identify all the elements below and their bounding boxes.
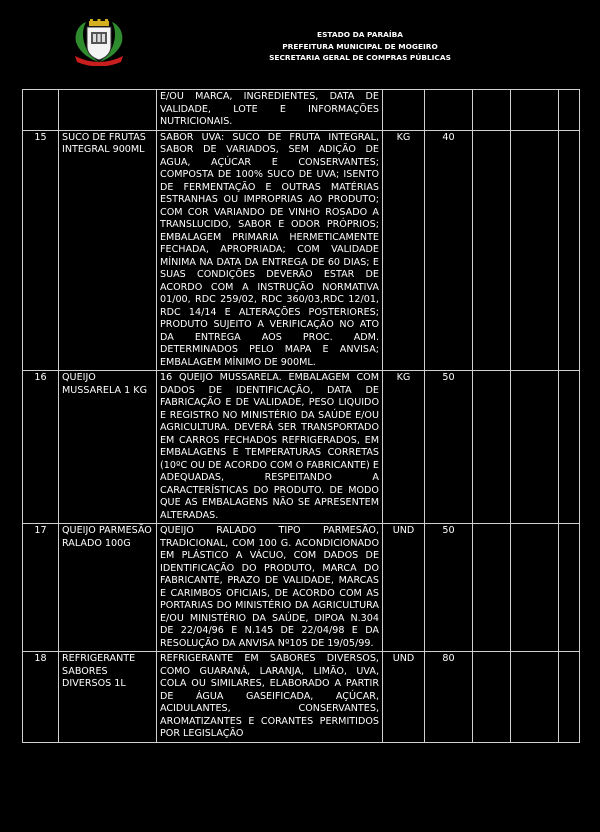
item-number: 18 (23, 652, 59, 743)
empty-cell (511, 130, 559, 371)
item-unit (383, 90, 425, 131)
item-unit: UND (383, 524, 425, 652)
empty-cell (511, 371, 559, 524)
items-table (22, 89, 580, 743)
item-quantity: 40 (425, 130, 473, 371)
table-row (23, 90, 580, 131)
table-row (23, 130, 580, 371)
empty-cell (559, 652, 580, 743)
item-name: QUEIJO MUSSARELA 1 KG (59, 371, 157, 524)
item-quantity: 80 (425, 652, 473, 743)
table-row (23, 371, 580, 524)
item-quantity (425, 90, 473, 131)
item-name: QUEIJO PARMESÃO RALADO 100G (59, 524, 157, 652)
item-name (59, 90, 157, 131)
prefecture-line: PREFEITURA MUNICIPAL DE MOGEIRO (282, 41, 438, 51)
item-description: 16 QUEIJO MUSSARELA. EMBALAGEM COM DADOS DE IDENTIFICAÇÃO, DATA DE FABRICAÇÃO E DE VALIDADE, PESO LIQUIDO E REGISTRO NO MINISTÉRIO DA SAÚDE E/OU AGRICULTURA. DEVERÁ SER TRANSPORTADO EM CARROS FECHADOS REFRIGERADOS, EM EMBALAGENS E TEMPERATURAS CORRETAS (10ºC OU DE ACORDO COM O FABRICANTE) E ADEQUADAS, RESPEITANDO A CARACTERÍSTICAS DO PRODUTO. DE MODO QUE AS EMBALAGENS NÃO SE APRESENTEM ALTERADAS. (157, 371, 383, 524)
empty-cell (559, 130, 580, 371)
municipal-coat-of-arms-icon (72, 18, 126, 66)
item-name: SUCO DE FRUTAS INTEGRAL 900ML (59, 130, 157, 371)
item-description: E/OU MARCA, INGREDIENTES, DATA DE VALIDADE, LOTE E INFORMAÇÕES NUTRICIONAIS. (157, 90, 383, 131)
document-header (0, 0, 600, 80)
empty-cell (473, 90, 511, 131)
item-description: QUEIJO RALADO TIPO PARMESÃO, TRADICIONAL, COM 100 G. ACONDICIONADO EM PLÁSTICO A VÁCUO, COM DADOS DE IDENTIFICAÇÃO DO PRODUTO, MARCA DO FABRICANTE, PRAZO DE VALIDADE, MARCAS E CARIMBOS OFICIAIS, DE ACORDO COM AS PORTARIAS DO MINISTÉRIO DA AGRICULTURA E/OU MINISTÉRIO DA SAÚDE, DIPOA N.304 DE 22/04/96 E N.145 DE 22/04/98 E DA RESOLUÇÃO DA ANVISA Nº105 DE 19/05/99. (157, 524, 383, 652)
secretariat-line: SECRETARIA GERAL DE COMPRAS PÚBLICAS (269, 53, 451, 62)
empty-cell (559, 90, 580, 131)
item-number (23, 90, 59, 131)
empty-cell (473, 130, 511, 371)
empty-cell (473, 652, 511, 743)
institution-heading (200, 29, 520, 64)
empty-cell (473, 524, 511, 652)
table-row (23, 652, 580, 743)
item-number: 15 (23, 130, 59, 371)
table-row (23, 524, 580, 652)
item-quantity: 50 (425, 524, 473, 652)
item-number: 16 (23, 371, 59, 524)
item-description: REFRIGERANTE EM SABORES DIVERSOS, COMO GUARANÁ, LARANJA, LIMÃO, UVA, COLA OU SIMILARES, ELABORADO A PARTIR DE ÁGUA GASEIFICADA, AÇÚCAR, ACIDULANTES, CONSERVANTES, AROMATIZANTES E CORANTES PERMITIDOS POR LEGISLAÇÃO (157, 652, 383, 743)
item-unit: UND (383, 652, 425, 743)
empty-cell (511, 524, 559, 652)
empty-cell (559, 371, 580, 524)
item-name: REFRIGERANTE SABORES DIVERSOS 1L (59, 652, 157, 743)
item-unit: KG (383, 371, 425, 524)
item-number: 17 (23, 524, 59, 652)
empty-cell (511, 652, 559, 743)
item-description: SABOR UVA: SUCO DE FRUTA INTEGRAL, SABOR DE VARIADOS, SEM ADIÇÃO DE AGUA, AÇÚCAR E CONSERVANTES; COMPOSTA DE 100% SUCO DE UVA; ISENTO DE FERMENTAÇÃO E OUTRAS MATÉRIAS ESTRANHAS OU IMPROPRIAS AO PRODUTO; COM COR VARIANDO DE VINHO ROSADO A TRANSLUCIDO, SABOR E ODOR PRÓPRIOS; EMBALAGEM PRIMARIA HERMETICAMENTE FECHADA, APROPRIADA; COM VALIDADE MÍNIMA NA DATA DA ENTREGA DE 60 DIAS; E SUAS CONDIÇÕES DEVERÃO ESTAR DE ACORDO COM A INSTRUÇÃO NORMATIVA 01/00, RDC 259/02, RDC 360/03,RDC 12/01, RDC 14/14 E ALTERAÇÕES POSTERIORES; PRODUTO SUJEITO A VERIFICAÇÃO NO ATO DA ENTREGA AOS PROC. ADM. DETERMINADOS PELO MAPA E ANVISA; EMBALAGEM MÍNIMO DE 900ML. (157, 130, 383, 371)
state-line: ESTADO DA PARAÍBA (317, 30, 403, 39)
empty-cell (559, 524, 580, 652)
empty-cell (473, 371, 511, 524)
item-unit: KG (383, 130, 425, 371)
item-quantity: 50 (425, 371, 473, 524)
empty-cell (511, 90, 559, 131)
